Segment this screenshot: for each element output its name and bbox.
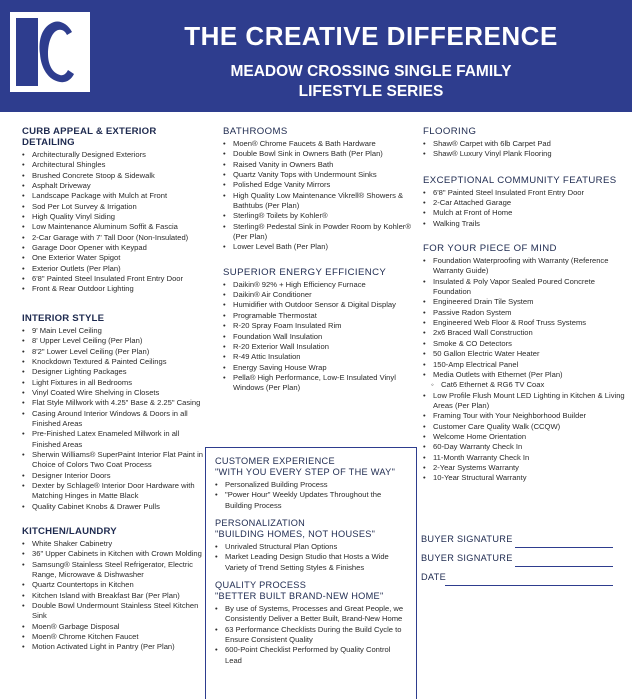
section-quality-process xyxy=(215,580,408,666)
list-item: • Kitchen Island with Breakfast Bar (Per Plan) xyxy=(22,591,208,601)
list-item: • Foundation Waterproofing with Warranty (Reference Warranty Guide) xyxy=(423,256,627,277)
list-item: • R-20 Exterior Wall Insulation xyxy=(223,342,413,352)
feature-list xyxy=(215,480,408,511)
list-item: • Knockdown Textured & Painted Ceilings xyxy=(22,357,208,367)
list-item: • 8' Upper Level Ceiling (Per Plan) xyxy=(22,336,208,346)
list-item: • 150-Amp Electrical Panel xyxy=(423,360,627,370)
list-item: • 63 Performance Checklists During the Build Cycle to Ensure Consistent Quality xyxy=(215,625,408,646)
section-title: QUALITY PROCESS xyxy=(215,580,307,591)
list-item: • Motion Activated Light in Pantry (Per Plan) xyxy=(22,642,208,652)
list-item: • Customer Care Quality Walk (CCQW) xyxy=(423,422,627,432)
list-item: • Smoke & CO Detectors xyxy=(423,339,627,349)
feature-list xyxy=(22,326,208,512)
list-item: • 2-Year Systems Warranty xyxy=(423,463,627,473)
date-line xyxy=(445,585,613,586)
column-middle xyxy=(223,126,413,408)
list-item: • Asphalt Driveway xyxy=(22,181,208,191)
list-item: • 8'2" Lower Level Ceiling (Per Plan) xyxy=(22,347,208,357)
section-community-features xyxy=(423,175,627,229)
section-quote: "WITH YOU EVERY STEP OF THE WAY" xyxy=(215,467,396,477)
list-item: • Light Fixtures in all Bedrooms xyxy=(22,378,208,388)
list-item: • Quality Cabinet Knobs & Drawer Pulls xyxy=(22,502,208,512)
section-title: FLOORING xyxy=(423,126,477,137)
feature-list xyxy=(215,604,408,666)
feature-list xyxy=(423,188,627,229)
signature-label: BUYER SIGNATURE xyxy=(421,534,513,544)
section-title: KITCHEN/LAUNDRY xyxy=(22,526,117,537)
feature-list xyxy=(215,542,408,573)
list-item: • Unrivaled Structural Plan Options xyxy=(215,542,408,552)
list-item: • Insulated & Poly Vapor Sealed Poured Concrete Foundation xyxy=(423,277,627,298)
list-item: • Lower Level Bath (Per Plan) xyxy=(223,242,413,252)
section-kitchen-laundry xyxy=(22,526,208,653)
list-item: • Mulch at Front of Home xyxy=(423,208,627,218)
list-item: • Pre-Finished Latex Enameled Millwork in all Finished Areas xyxy=(22,429,208,450)
section-title: PERSONALIZATION xyxy=(215,518,306,529)
buyer-signature-2[interactable] xyxy=(421,553,613,567)
section-curb-appeal xyxy=(22,126,208,295)
list-item: • 9' Main Level Ceiling xyxy=(22,326,208,336)
date-field[interactable] xyxy=(421,572,613,586)
list-item: • Samsung® Stainless Steel Refrigerator, Electric Range, Microwave & Dishwasher xyxy=(22,560,208,581)
list-item: • Foundation Wall Insulation xyxy=(223,332,413,342)
list-item: • Vinyl Coated Wire Shelving in Closets xyxy=(22,388,208,398)
list-item: • Moen® Chrome Faucets & Bath Hardware xyxy=(223,139,413,149)
list-item: • 2-Car Garage with 7' Tall Door (Non-Insulated) xyxy=(22,233,208,243)
list-item: • Humidifier with Outdoor Sensor & Digital Display xyxy=(223,300,413,310)
list-item: • Designer Interior Doors xyxy=(22,471,208,481)
list-item: • Raised Vanity in Owners Bath xyxy=(223,160,413,170)
signature-line xyxy=(515,566,613,567)
list-item: • R-20 Spray Foam Insulated Rim xyxy=(223,321,413,331)
list-item: • Engineered Web Floor & Roof Truss Systems xyxy=(423,318,627,328)
section-quote: "BETTER BUILT BRAND-NEW HOME" xyxy=(215,591,384,602)
list-item: • Double Bowl Sink in Owners Bath (Per Plan) xyxy=(223,149,413,159)
page-subtitle xyxy=(110,62,632,102)
list-item: • Shaw® Luxury Vinyl Plank Flooring xyxy=(423,149,627,159)
list-item: • 50 Gallon Electric Water Heater xyxy=(423,349,627,359)
section-flooring xyxy=(423,126,627,160)
logo-c-icon xyxy=(10,12,90,92)
column-right xyxy=(423,126,627,498)
list-item: • Designer Lighting Packages xyxy=(22,367,208,377)
feature-list xyxy=(22,539,208,653)
section-interior-style xyxy=(22,313,208,512)
signature-label: BUYER SIGNATURE xyxy=(421,553,513,563)
list-item: • 600-Point Checklist Performed by Quality Control Lead xyxy=(215,645,408,666)
list-item: • High Quality Vinyl Siding xyxy=(22,212,208,222)
list-item: • 6'8" Painted Steel Insulated Front Entry Door xyxy=(423,188,627,198)
column-left xyxy=(22,126,208,667)
feature-list xyxy=(223,280,413,394)
feature-list xyxy=(223,139,413,253)
list-item: • Energy Saving House Wrap xyxy=(223,363,413,373)
list-item: • Front & Rear Outdoor Lighting xyxy=(22,284,208,294)
list-item: • Moen® Chrome Kitchen Faucet xyxy=(22,632,208,642)
list-item: • Framing Tour with Your Neighborhood Builder xyxy=(423,411,627,421)
customer-promise-box xyxy=(205,447,417,699)
list-item: • 2-Car Attached Garage xyxy=(423,198,627,208)
section-title: CURB APPEAL & EXTERIOR DETAILING xyxy=(22,126,157,148)
list-item: • High Quality Low Maintenance Vikrell® Showers & Bathtubs (Per Plan) xyxy=(223,191,413,212)
list-item: • Low Profile Flush Mount LED Lighting in Kitchen & Living Areas (Per Plan) xyxy=(423,391,627,412)
list-item: • Sterling® Pedestal Sink in Powder Room by Kohler® (Per Plan) xyxy=(223,222,413,243)
list-item: • Casing Around Interior Windows & Doors in all Finished Areas xyxy=(22,409,208,430)
list-item: • Exterior Outlets (Per Plan) xyxy=(22,264,208,274)
list-item: • Pella® High Performance, Low-E Insulated Vinyl Windows (Per Plan) xyxy=(223,373,413,394)
section-title: EXCEPTIONAL COMMUNITY FEATURES xyxy=(423,174,617,186)
date-label: DATE xyxy=(421,572,447,582)
list-item: • Moen® Garbage Disposal xyxy=(22,622,208,632)
list-item: • R-49 Attic Insulation xyxy=(223,352,413,362)
list-item: • 36" Upper Cabinets in Kitchen with Crown Molding xyxy=(22,549,208,559)
section-title: SUPERIOR ENERGY EFFICIENCY xyxy=(223,266,387,278)
list-item: • Shaw® Carpet with 6lb Carpet Pad xyxy=(423,139,627,149)
signature-line xyxy=(515,547,613,548)
buyer-signature-1[interactable] xyxy=(421,534,613,548)
feature-list xyxy=(22,150,208,295)
list-item: • Passive Radon System xyxy=(423,308,627,318)
header-banner xyxy=(0,0,632,112)
list-item: • "Power Hour" Weekly Updates Throughout the Building Process xyxy=(215,490,408,511)
list-item: • Garage Door Opener with Keypad xyxy=(22,243,208,253)
list-item: • By use of Systems, Processes and Great People, we Consistently Deliver a Better Built, Brand-New Home xyxy=(215,604,408,625)
list-item: • Brushed Concrete Stoop & Sidewalk xyxy=(22,171,208,181)
list-item: • Low Maintenance Aluminum Soffit & Fascia xyxy=(22,222,208,232)
list-item: • Quartz Countertops in Kitchen xyxy=(22,580,208,590)
list-item: • Quartz Vanity Tops with Undermount Sinks xyxy=(223,170,413,180)
list-item: • Welcome Home Orientation xyxy=(423,432,627,442)
list-item: • 10-Year Structural Warranty xyxy=(423,473,627,483)
list-item: • Daikin® 92% + High Efficiency Furnace xyxy=(223,280,413,290)
list-item: • Sterling® Toilets by Kohler® xyxy=(223,211,413,221)
subtitle-line-2: LIFESTYLE SERIES xyxy=(298,83,444,100)
list-item: • Programable Thermostat xyxy=(223,311,413,321)
list-item: • Dexter by Schlage® Interior Door Hardware with Matching Hinges in Matte Black xyxy=(22,481,208,502)
list-item: • 6'8" Painted Steel Insulated Front Entry Door xyxy=(22,274,208,284)
list-item: • Engineered Drain Tile System xyxy=(423,297,627,307)
list-item: • Walking Trails xyxy=(423,219,627,229)
list-item: • White Shaker Cabinetry xyxy=(22,539,208,549)
section-peace-of-mind xyxy=(423,243,627,484)
section-title: INTERIOR STYLE xyxy=(22,312,105,324)
section-energy-efficiency xyxy=(223,267,413,394)
section-personalization xyxy=(215,518,408,573)
feature-list xyxy=(423,139,627,160)
list-item: • Double Bowl Undermount Stainless Steel Kitchen Sink xyxy=(22,601,208,622)
list-item: • Personalized Building Process xyxy=(215,480,408,490)
list-item: • Landscape Package with Mulch at Front xyxy=(22,191,208,201)
list-item: • Sherwin Williams® SuperPaint Interior Flat Paint in Choice of Colors Two Coat Process xyxy=(22,450,208,471)
list-item: • 60-Day Warranty Check In xyxy=(423,442,627,452)
list-item: • 2x6 Braced Wall Construction xyxy=(423,328,627,338)
list-item: • Sod Per Lot Survey & Irrigation xyxy=(22,202,208,212)
list-item: • Media Outlets with Ethernet (Per Plan) xyxy=(423,370,627,380)
company-logo xyxy=(10,12,90,92)
section-quote: "BUILDING HOMES, NOT HOUSES" xyxy=(215,529,376,540)
section-bathrooms xyxy=(223,126,413,253)
list-item: • Polished Edge Vanity Mirrors xyxy=(223,180,413,190)
subtitle-line-1: MEADOW CROSSING SINGLE FAMILY xyxy=(230,63,512,80)
list-item: • One Exterior Water Spigot xyxy=(22,253,208,263)
list-item: • Architecturally Designed Exteriors xyxy=(22,150,208,160)
list-item: • 11-Month Warranty Check In xyxy=(423,453,627,463)
list-sub-item: ◦ Cat6 Ethernet & RG6 TV Coax xyxy=(423,380,627,390)
list-item: • Architectural Shingles xyxy=(22,160,208,170)
feature-list xyxy=(423,256,627,484)
list-item: • Market Leading Design Studio that Hosts a Wide Variety of Trend Setting Styles & Finishes xyxy=(215,552,408,573)
section-customer-experience xyxy=(215,456,408,511)
section-title: FOR YOUR PIECE OF MIND xyxy=(423,243,557,255)
section-title: CUSTOMER EXPERIENCE xyxy=(215,456,335,466)
page-title: THE CREATIVE DIFFERENCE xyxy=(184,21,558,51)
section-title: BATHROOMS xyxy=(223,126,288,137)
list-item: • Daikin® Air Conditioner xyxy=(223,290,413,300)
list-item: • Flat Style Millwork with 4.25" Base & 2.25" Casing xyxy=(22,398,208,408)
